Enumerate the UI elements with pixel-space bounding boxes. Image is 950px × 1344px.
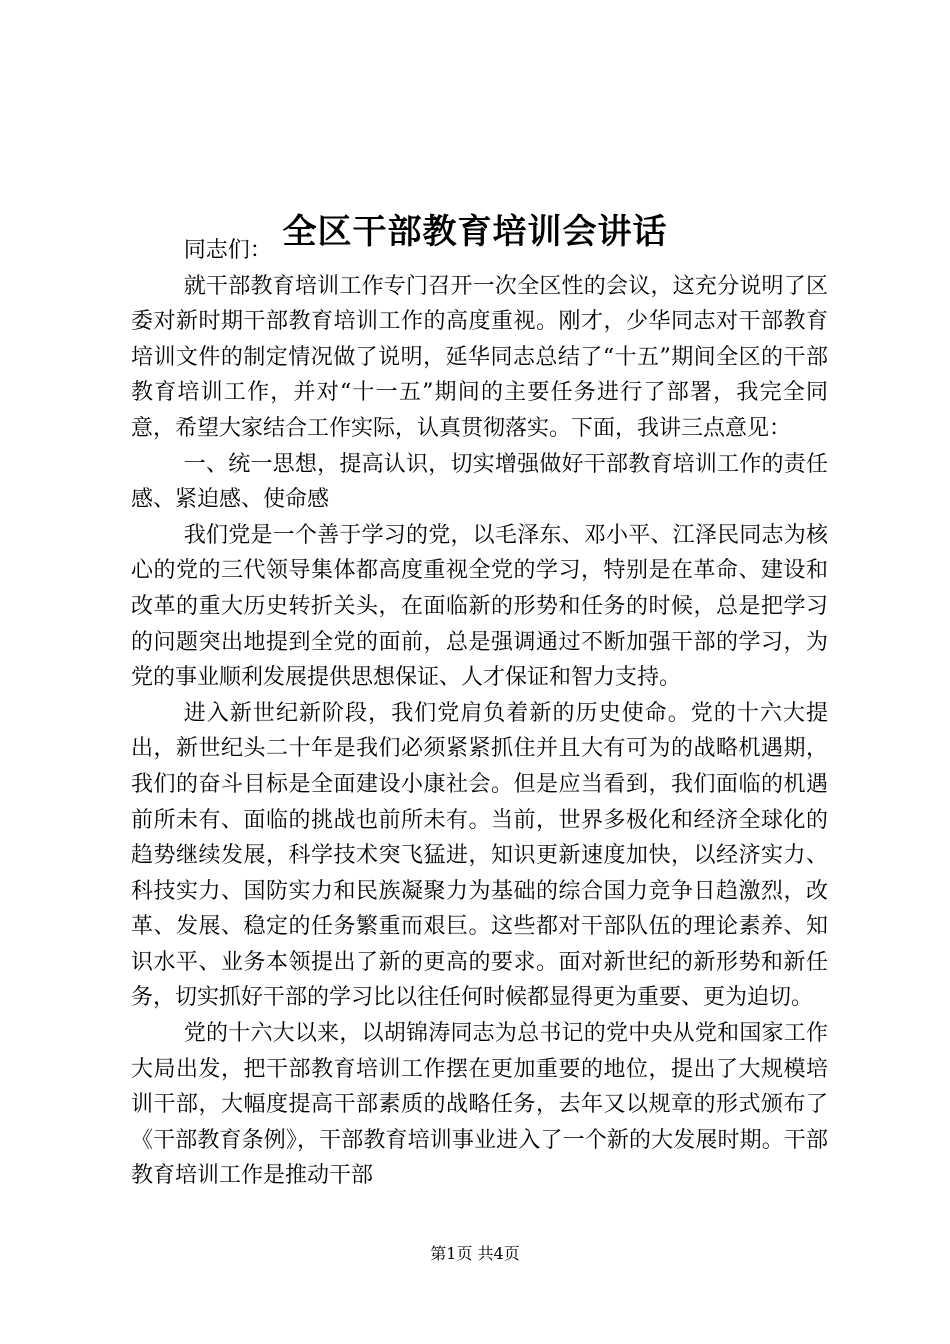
page-number-footer: 第1页 共4页 [430,1244,520,1263]
body-paragraph-1: 我们党是一个善于学习的党，以毛泽东、邓小平、江泽民同志为核心的党的三代领导集体都高度重视全党的学习，特别是在革命、建设和改革的重大历史转折关头，在面临新的形势和任务的时候，总是把学习的问题突出地提到全党的面前，总是强调通过不断加强干部的学习，为党的事业顺利发展提供思想保证、人才保证和智力支持。 [131,522,828,691]
body-paragraph-3: 党的十六大以来，以胡锦涛同志为总书记的党中央从党和国家工作大局出发，把干部教育培训工作摆在更加重要的地位，提出了大规模培训干部，大幅度提高干部素质的战略任务，去年又以规章的形式颁布了《干部教育条例》，干部教育培训事业进入了一个新的大发展时期。干部教育培训工作是推动干部 [131,1021,828,1189]
salutation-paragraph: 同志们： [183,238,272,263]
body-paragraph-2: 进入新世纪新阶段，我们党肩负着新的历史使命。党的十六大提出，新世纪头二十年是我们必须紧紧抓住并且大有可为的战略机遇期，我们的奋斗目标是全面建设小康社会。但是应当看到，我们面临的机遇前所未有、面临的挑战也前所未有。当前，世界多极化和经济全球化的趋势继续发展，科学技术突飞猛进，知识更新速度加快，以经济实力、科技实力、国防实力和民族凝聚力为基础的综合国力竞争日趋激烈，改革、发展、稳定的任务繁重而艰巨。这些都对干部队伍的理论素养、知识水平、业务本领提出了新的更高的要求。面对新世纪的新形势和新任务，切实抓好干部的学习比以往任何时候都显得更为重要、更为迫切。 [131,700,828,1011]
intro-paragraph: 就干部教育培训工作专门召开一次全区性的会议，这充分说明了区委对新时期干部教育培训工作的高度重视。刚才，少华同志对干部教育培训文件的制定情况做了说明，延华同志总结了“十五”期间全区的干部教育培训工作，并对“十一五”期间的主要任务进行了部署，我完全同意，希望大家结合工作实际，认真贯彻落实。下面，我讲三点意见： [131,273,828,441]
document-title: 全区干部教育培训会讲话 [282,211,668,252]
document-body [131,233,828,1194]
section-heading-1: 一、统一思想，提高认识，切实增强做好干部教育培训工作的责任感、紧迫感、使命感 [131,451,828,513]
